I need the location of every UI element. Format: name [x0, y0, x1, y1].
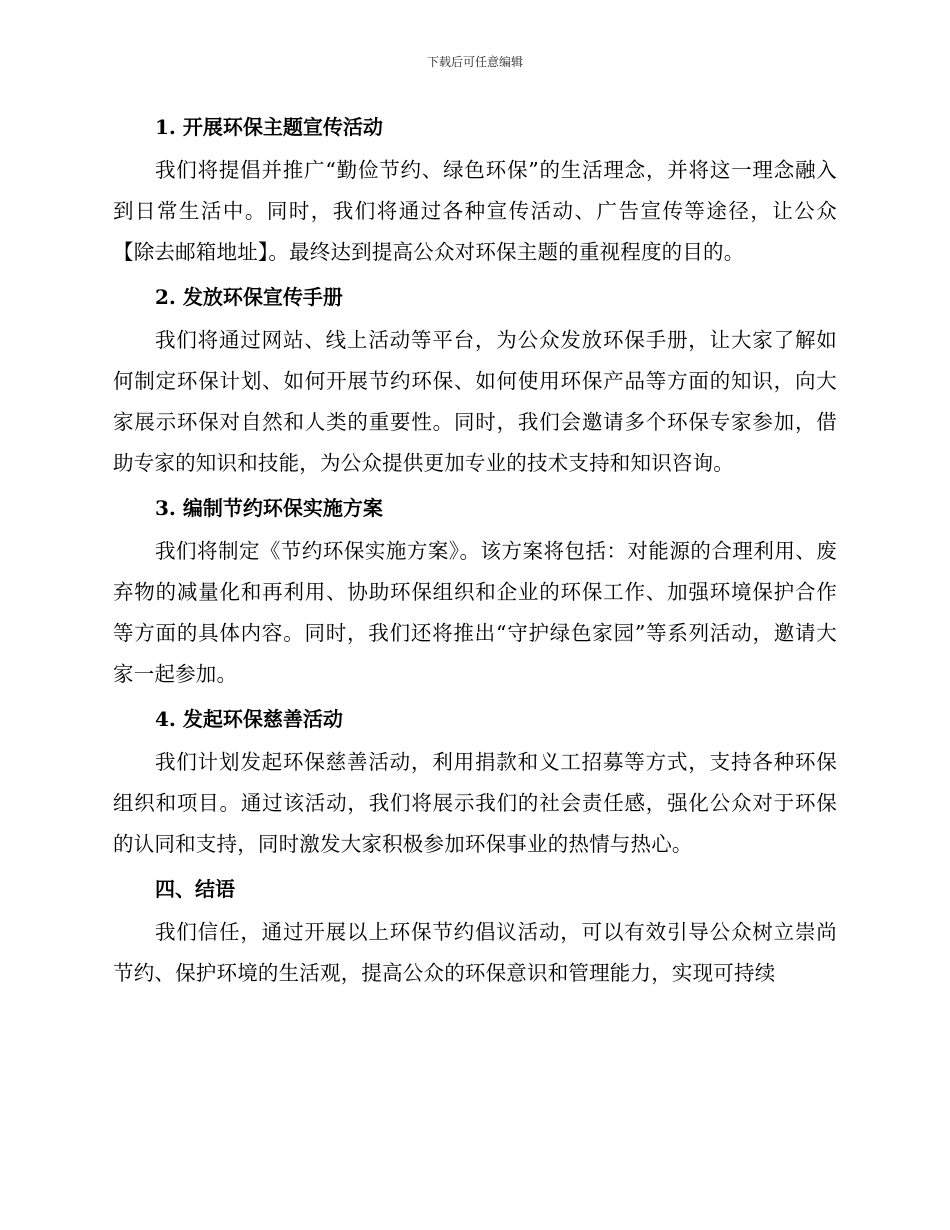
section-heading-4: 4. 发起环保慈善活动	[155, 707, 343, 731]
section-heading-2: 2. 发放环保宣传手册	[155, 285, 343, 309]
section-paragraph-3: 我们将制定《节约环保实施方案》。该方案将包括：对能源的合理利用、废弃物的减量化和再利用、协助环保组织和企业的环保工作、加强环境保护合作等方面的具体内容。同时，我们还将推出“守护绿色家园”等系列活动，邀请大家一起参加。	[113, 539, 837, 686]
section-paragraph-1: 我们将提倡并推广“勤俭节约、绿色环保”的生活理念，并将这一理念融入到日常生活中。同时，我们将通过各种宣传活动、广告宣传等途径，让公众【除去邮箱地址】。最终达到提高公众对环保主题的重视程度的目的。	[113, 158, 837, 264]
section-heading-conclusion: 四、结语	[155, 877, 235, 901]
page-header-note: 下载后可任意编辑	[426, 55, 523, 69]
section-paragraph-4: 我们计划发起环保慈善活动，利用捐款和义工招募等方式，支持各种环保组织和项目。通过该活动，我们将展示我们的社会责任感，强化公众对于环保的认同和支持，同时激发大家积极参加环保事业的热情与热心。	[113, 750, 837, 856]
section-heading-3: 3. 编制节约环保实施方案	[155, 496, 383, 520]
section-paragraph-2: 我们将通过网站、线上活动等平台，为公众发放环保手册，让大家了解如何制定环保计划、如何开展节约环保、如何使用环保产品等方面的知识，向大家展示环保对自然和人类的重要性。同时，我们会邀请多个环保专家参加，借助专家的知识和技能，为公众提供更加专业的技术支持和知识咨询。	[113, 328, 837, 475]
section-paragraph-conclusion: 我们信任，通过开展以上环保节约倡议活动，可以有效引导公众树立崇尚节约、保护环境的生活观，提高公众的环保意识和管理能力，实现可持续	[113, 920, 837, 985]
section-heading-1: 1. 开展环保主题宣传活动	[155, 115, 383, 139]
document-body	[113, 110, 837, 1001]
